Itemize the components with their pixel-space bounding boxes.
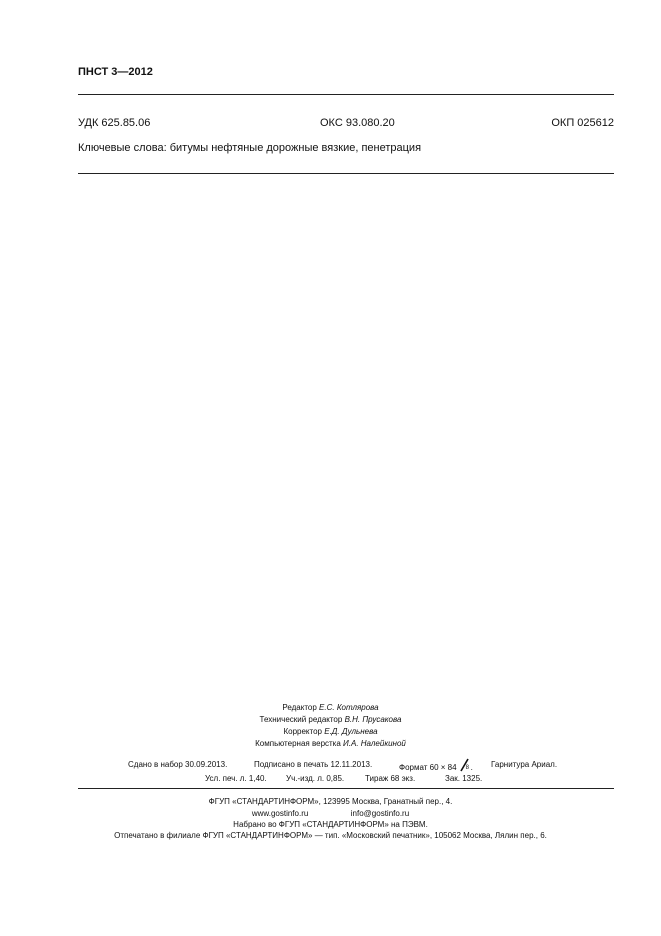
publisher-email[interactable]: info@gostinfo.ru [350,809,410,818]
tech-editor-label: Технический редактор [259,715,343,724]
corrector-name: Е.Д. Дульнева [324,727,378,736]
tech-editor-name: В.Н. Прусакова [344,715,402,724]
paper-format: Формат 60 × 84 8 . [399,760,473,772]
top-divider [78,94,614,95]
keywords: Ключевые слова: битумы нефтяные дорожные вязкие, пенетрация [78,142,422,154]
publisher-divider [78,788,614,789]
document-number: ПНСТ 3—2012 [78,66,153,78]
font-info: Гарнитура Ариал. [491,760,558,769]
publisher-website[interactable]: www.gostinfo.ru [251,809,309,818]
credits-tech-editor [0,714,661,726]
editor-label: Редактор [282,703,317,712]
editor-name: Е.С. Котлярова [319,703,379,712]
okp-code: ОКП 025612 [551,117,614,129]
signed-date: Подписано в печать 12.11.2013. [254,760,373,769]
submitted-date: Сдано в набор 30.09.2013. [128,760,228,769]
format-denominator: 8 [465,765,469,771]
layout-label: Компьютерная верстка [255,739,341,748]
corrector-label: Корректор [283,727,322,736]
udk-code: УДК 625.85.06 [78,117,151,129]
oks-code: ОКС 93.080.20 [320,117,395,129]
typeset-info: Набрано во ФГУП «СТАНДАРТИНФОРМ» на ПЭВМ. [233,820,428,829]
layout-name: И.А. Налейкиной [343,739,406,748]
order-number: Зак. 1325. [445,774,483,783]
credits-editor [0,702,661,714]
credits-layout [0,738,661,750]
publisher-address: ФГУП «СТАНДАРТИНФОРМ», 123995 Москва, Гранатный пер., 4. [208,797,453,806]
credits-corrector [0,726,661,738]
keywords-divider [78,173,614,174]
publisher-sheets: Уч.-изд. л. 0,85. [286,774,345,783]
format-prefix: Формат 60 × 84 [399,763,457,772]
print-run: Тираж 68 экз. [365,774,416,783]
printed-info: Отпечатано в филиале ФГУП «СТАНДАРТИНФОРМ» — тип. «Московский печатник», 105062 Москва, Лялин пер., 6. [114,831,547,840]
format-fraction [457,760,471,772]
print-sheets: Усл. печ. л. 1,40. [205,774,267,783]
